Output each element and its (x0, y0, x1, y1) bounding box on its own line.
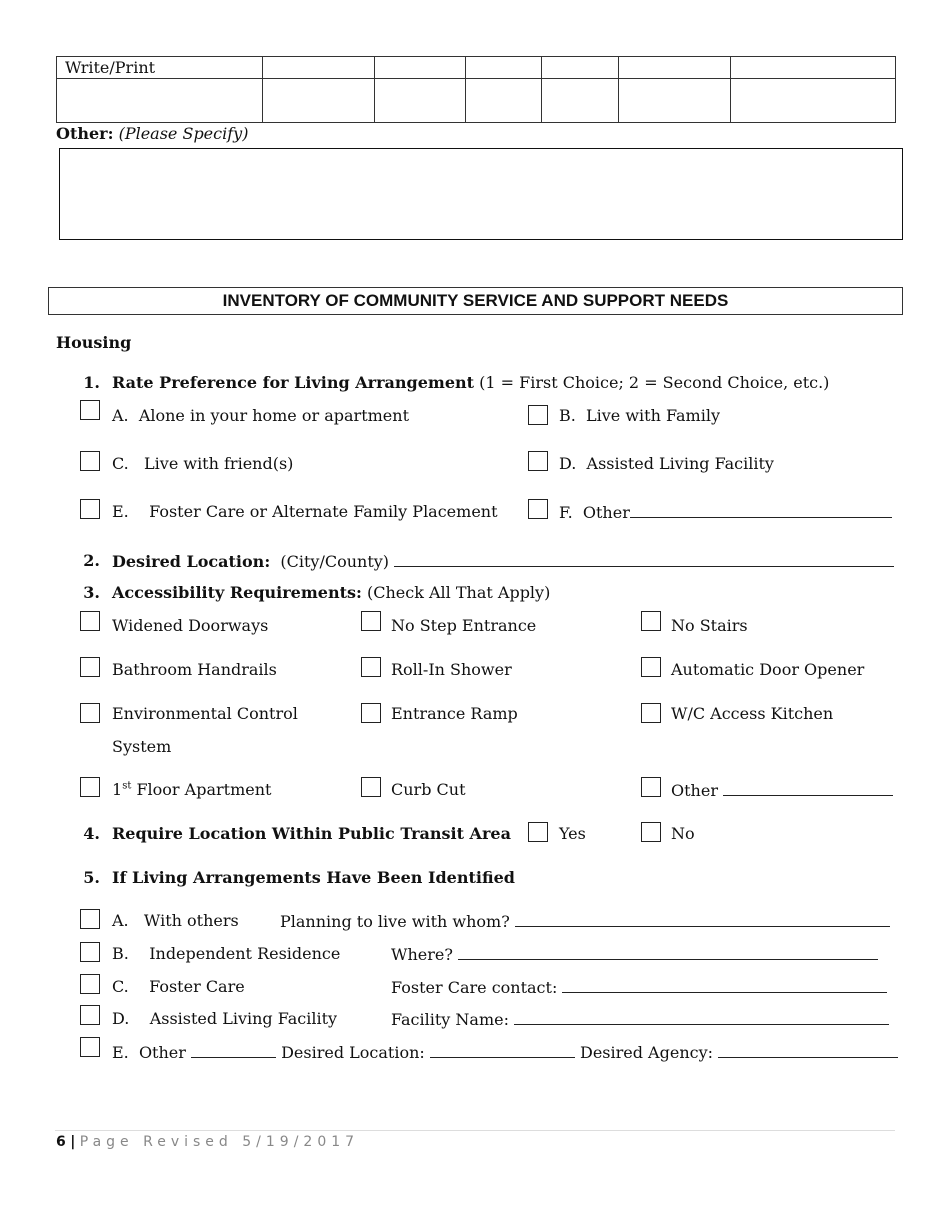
option-text: Foster Care (149, 977, 245, 996)
q5-number: 5. (83, 868, 100, 887)
table-cell[interactable] (542, 57, 619, 79)
option-letter: C. (112, 454, 129, 473)
floor-apartment-text: Floor Apartment (136, 780, 272, 799)
table-cell[interactable] (375, 57, 466, 79)
prompt-text: Foster Care contact: (391, 978, 558, 997)
q5-option-c (112, 977, 245, 997)
q5-option-d (112, 1009, 337, 1029)
entrance-ramp-checkbox[interactable] (361, 703, 381, 723)
automatic-door-opener-checkbox[interactable] (641, 657, 661, 677)
option-letter: E. (112, 502, 129, 521)
q1-title-row (112, 373, 829, 393)
transit-yes-label: Yes (559, 824, 586, 843)
option-text: Other (582, 503, 630, 522)
q2-number: 2. (83, 551, 100, 570)
table-cell[interactable] (731, 57, 896, 79)
option-letter: A. (112, 406, 129, 425)
option-letter: B. (559, 406, 576, 425)
q2-row (112, 551, 894, 572)
option-letter: E. (112, 1043, 129, 1062)
q1-option-d-checkbox[interactable] (528, 451, 548, 471)
table-cell[interactable] (375, 79, 466, 123)
q1-option-e (112, 502, 498, 522)
section-header: INVENTORY OF COMMUNITY SERVICE AND SUPPORT NEEDS (48, 287, 903, 315)
table-cell[interactable] (619, 79, 731, 123)
q1-number: 1. (83, 373, 100, 392)
environmental-control-label: Environmental Control (112, 704, 298, 723)
q1-option-a-checkbox[interactable] (80, 400, 100, 420)
q1-option-c (112, 454, 293, 474)
option-text: Other (138, 1043, 186, 1062)
q5-other-line[interactable] (191, 1042, 276, 1058)
q1-option-e-checkbox[interactable] (80, 499, 100, 519)
q1-title: Rate Preference for Living Arrangement (112, 373, 475, 392)
no-stairs-checkbox[interactable] (641, 611, 661, 631)
curb-cut-label: Curb Cut (391, 780, 466, 799)
prompt-text: Desired Location: (281, 1043, 425, 1062)
q1-option-a (112, 406, 409, 426)
prompt-text: Where? (391, 945, 453, 964)
table-cell[interactable] (263, 57, 375, 79)
q5-option-c-prompt (391, 977, 887, 998)
q3-title: Accessibility Requirements: (112, 583, 362, 602)
q5-option-a-checkbox[interactable] (80, 909, 100, 929)
ordinal-suffix: st (122, 780, 132, 792)
q1-option-f-checkbox[interactable] (528, 499, 548, 519)
table-cell[interactable] (57, 79, 263, 123)
table-cell[interactable] (466, 57, 542, 79)
q5-option-d-prompt (391, 1009, 889, 1030)
no-step-entrance-checkbox[interactable] (361, 611, 381, 631)
facility-name-line[interactable] (514, 1009, 889, 1025)
first-floor-apartment-label (112, 780, 271, 800)
q2-title: Desired Location: (112, 552, 271, 571)
option-text: Alone in your home or apartment (138, 406, 409, 425)
footer-divider (55, 1130, 895, 1131)
q5-option-d-checkbox[interactable] (80, 1005, 100, 1025)
q5-option-b (112, 944, 340, 964)
page-number: 6 (56, 1134, 66, 1150)
no-stairs-label: No Stairs (671, 616, 748, 635)
q5-option-b-prompt (391, 944, 878, 965)
environmental-control-label-line2: System (112, 737, 172, 756)
q5-option-e-checkbox[interactable] (80, 1037, 100, 1057)
accessibility-other-checkbox[interactable] (641, 777, 661, 797)
option-letter: C. (112, 977, 129, 996)
roll-in-shower-checkbox[interactable] (361, 657, 381, 677)
q2-note: (City/County) (280, 552, 390, 571)
table-cell[interactable] (542, 79, 619, 123)
housing-heading: Housing (56, 333, 132, 352)
page-footer (56, 1134, 359, 1150)
widened-doorways-checkbox[interactable] (80, 611, 100, 631)
option-text: With others (143, 911, 239, 930)
wc-access-kitchen-label: W/C Access Kitchen (671, 704, 834, 723)
other-label-row (56, 124, 248, 144)
q5-title: If Living Arrangements Have Been Identified (112, 868, 515, 887)
option-text: Independent Residence (149, 944, 341, 963)
q3-number: 3. (83, 583, 100, 602)
automatic-door-opener-label: Automatic Door Opener (671, 660, 865, 679)
q4-title: Require Location Within Public Transit Area (112, 824, 511, 843)
option-text: Live with friend(s) (144, 454, 294, 473)
prompt-text: Facility Name: (391, 1010, 509, 1029)
table-cell[interactable] (731, 79, 896, 123)
option-text: Foster Care or Alternate Family Placement (149, 502, 498, 521)
q3-note: (Check All That Apply) (366, 583, 551, 602)
q1-note: (1 = First Choice; 2 = Second Choice, etc.) (479, 373, 830, 392)
option-letter: D. (559, 454, 577, 473)
q5-option-c-checkbox[interactable] (80, 974, 100, 994)
other-text: Other (671, 781, 718, 800)
transit-no-label: No (671, 824, 695, 843)
roll-in-shower-label: Roll-In Shower (391, 660, 512, 679)
option-letter: F. (559, 503, 573, 522)
accessibility-other-line[interactable] (723, 780, 893, 796)
option-letter: D. (112, 1009, 130, 1028)
live-with-whom-line[interactable] (515, 911, 890, 927)
transit-no-checkbox[interactable] (641, 822, 661, 842)
q5-option-e (112, 1042, 898, 1063)
option-letter: A. (112, 911, 129, 930)
accessibility-other (671, 780, 893, 801)
widened-doorways-label: Widened Doorways (112, 616, 269, 635)
prompt-text: Planning to live with whom? (280, 912, 510, 931)
curb-cut-checkbox[interactable] (361, 777, 381, 797)
no-step-entrance-label: No Step Entrance (391, 616, 537, 635)
bathroom-handrails-label: Bathroom Handrails (112, 660, 277, 679)
option-text: Assisted Living Facility (149, 1009, 338, 1028)
q5-desired-agency-line[interactable] (718, 1042, 898, 1058)
q5-option-a-prompt (280, 911, 890, 932)
q4-number: 4. (83, 824, 100, 843)
signature-table (56, 56, 896, 123)
other-fill-line[interactable] (630, 502, 892, 518)
bathroom-handrails-checkbox[interactable] (80, 657, 100, 677)
other-specify-box[interactable] (59, 148, 903, 240)
q1-option-b (559, 406, 720, 426)
q3-title-row (112, 583, 550, 603)
table-cell[interactable] (263, 79, 375, 123)
ordinal-number: 1 (112, 780, 123, 799)
write-print-label: Write/Print (57, 57, 263, 79)
q5-desired-location-line[interactable] (430, 1042, 575, 1058)
other-hint: (Please Specify) (118, 124, 249, 143)
q5-option-a (112, 911, 239, 931)
option-letter: B. (112, 944, 129, 963)
option-text: Live with Family (586, 406, 720, 425)
where-line[interactable] (458, 944, 878, 960)
q5-option-b-checkbox[interactable] (80, 942, 100, 962)
q1-option-c-checkbox[interactable] (80, 451, 100, 471)
table-cell[interactable] (466, 79, 542, 123)
desired-location-line[interactable] (394, 551, 894, 567)
q1-option-f (559, 502, 892, 523)
environmental-control-checkbox[interactable] (80, 703, 100, 723)
q1-option-d (559, 454, 774, 474)
first-floor-apartment-checkbox[interactable] (80, 777, 100, 797)
table-cell[interactable] (619, 57, 731, 79)
q1-option-b-checkbox[interactable] (528, 405, 548, 425)
transit-yes-checkbox[interactable] (528, 822, 548, 842)
prompt-text-2: Desired Agency: (579, 1043, 714, 1062)
wc-access-kitchen-checkbox[interactable] (641, 703, 661, 723)
other-label: Other: (56, 124, 114, 143)
foster-care-contact-line[interactable] (562, 977, 887, 993)
entrance-ramp-label: Entrance Ramp (391, 704, 518, 723)
option-text: Assisted Living Facility (586, 454, 774, 473)
footer-separator: | (70, 1134, 76, 1150)
revised-date: Page Revised 5/19/2017 (79, 1134, 360, 1150)
